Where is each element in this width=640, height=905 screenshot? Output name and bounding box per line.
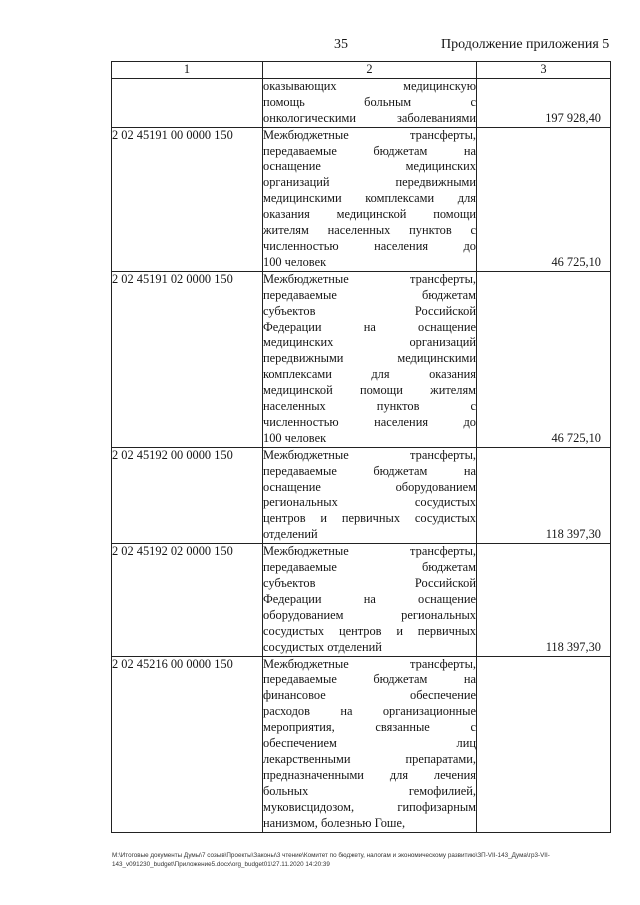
table-row [112, 271, 611, 447]
description-line: отделений [263, 527, 318, 542]
description-line: Межбюджетные трансферты, [263, 127, 476, 142]
column-header-1: 1 [112, 62, 263, 79]
description-line: Федерации на оснащение [263, 591, 476, 606]
description-line: Межбюджетные трансферты, [263, 544, 476, 559]
description-line: оборудованием региональных [263, 607, 476, 622]
description-line: расходов на организационные [263, 704, 476, 719]
description-line: сосудистых отделений [263, 639, 382, 654]
description-line: обеспечением лиц [263, 736, 476, 751]
classification-code: 2 02 45216 00 0000 150 [112, 656, 263, 832]
description-line: передаваемые бюджетам на [263, 463, 476, 478]
income-description [263, 656, 477, 832]
description-line: онкологическими заболеваниями [263, 110, 476, 125]
column-header-2: 2 [263, 62, 477, 79]
description-line: оказывающих медицинскую [263, 78, 476, 93]
table-body [112, 78, 611, 832]
table-row [112, 656, 611, 832]
description-line: региональных сосудистых [263, 495, 476, 510]
column-header-3: 3 [477, 62, 611, 79]
description-line: 100 человек [263, 430, 327, 445]
description-line: Межбюджетные трансферты, [263, 271, 476, 286]
classification-code: 2 02 45191 00 0000 150 [112, 127, 263, 271]
amount-value: 118 397,30 [477, 447, 611, 543]
description-line: 100 человек [263, 254, 327, 269]
description-line: оснащение оборудованием [263, 479, 476, 494]
footer-line-2: 143_v091230_budget\Приложение5.docx\org_budget01\27.11.2020 14:20:39 [112, 861, 330, 868]
description-line: предназначенными для лечения [263, 767, 476, 782]
description-line: субъектов Российской [263, 576, 476, 590]
description-line: сосудистых центров и первичных [263, 623, 476, 638]
description-line: помощь больным с [263, 94, 476, 109]
description-line: Межбюджетные трансферты, [263, 447, 476, 462]
table-header-row [112, 62, 611, 79]
description-line: передаваемые бюджетам на [263, 143, 476, 158]
description-line: организаций передвижными [263, 175, 476, 190]
description-line: оснащение медицинских [263, 159, 476, 174]
description-line: лекарственными препаратами, [263, 751, 476, 766]
classification-code [112, 78, 263, 127]
income-description [263, 447, 477, 543]
description-line: муковисцидозом, гипофизарным [263, 799, 476, 814]
continuation-label: Продолжение приложения 5 [441, 37, 610, 52]
amount-value: 118 397,30 [477, 544, 611, 656]
description-line: медицинскими комплексами для [263, 191, 476, 206]
description-line: Федерации на оснащение [263, 319, 476, 334]
amount-value: 46 725,10 [477, 271, 611, 447]
description-line: мероприятия, связанные с [263, 720, 476, 735]
income-description [263, 78, 477, 127]
classification-code: 2 02 45191 02 0000 150 [112, 271, 263, 447]
income-description [263, 271, 477, 447]
description-line: больных гемофилией, [263, 783, 476, 798]
table-row [112, 544, 611, 656]
description-line: передаваемые бюджетам [263, 287, 476, 302]
classification-code: 2 02 45192 00 0000 150 [112, 447, 263, 543]
description-line: субъектов Российской [263, 303, 476, 318]
description-line: численностью населения до [263, 238, 476, 253]
table-row [112, 127, 611, 271]
description-line: медицинских организаций [263, 335, 476, 350]
file-path-footer [112, 851, 602, 869]
description-line: численностью населения до [263, 414, 476, 429]
classification-code: 2 02 45192 02 0000 150 [112, 544, 263, 656]
amount-value: 46 725,10 [477, 127, 611, 271]
page-number: 35 [334, 37, 348, 52]
description-line: Межбюджетные трансферты, [263, 656, 476, 671]
description-line: передаваемые бюджетам [263, 560, 476, 575]
description-line: оказания медицинской помощи [263, 207, 476, 222]
description-line: комплексами для оказания [263, 367, 476, 382]
description-line: центров и первичных сосудистых [263, 511, 476, 526]
description-line: передвижными медицинскими [263, 351, 476, 366]
income-description [263, 544, 477, 656]
description-line: медицинской помощи жителям [263, 383, 476, 398]
amount-value [477, 656, 611, 832]
amount-value: 197 928,40 [477, 78, 611, 127]
table-row [112, 447, 611, 543]
table-row [112, 78, 611, 127]
description-line: передаваемые бюджетам на [263, 672, 476, 687]
description-line: жителям населенных пунктов с [263, 223, 476, 238]
description-line: нанизмом, болезнью Гоше, [263, 815, 406, 830]
description-line: населенных пунктов с [263, 399, 476, 414]
income-description [263, 127, 477, 271]
description-line: финансовое обеспечение [263, 688, 476, 703]
footer-line-1: М:\Итоговые документы Думы\7 созыв\Проекты\Законы\3 чтение\Комитет по бюджету, налогам и экономическому развитию\ЗП-VII-143_Дума\гр3-VII- [112, 852, 550, 859]
budget-table [111, 61, 611, 833]
